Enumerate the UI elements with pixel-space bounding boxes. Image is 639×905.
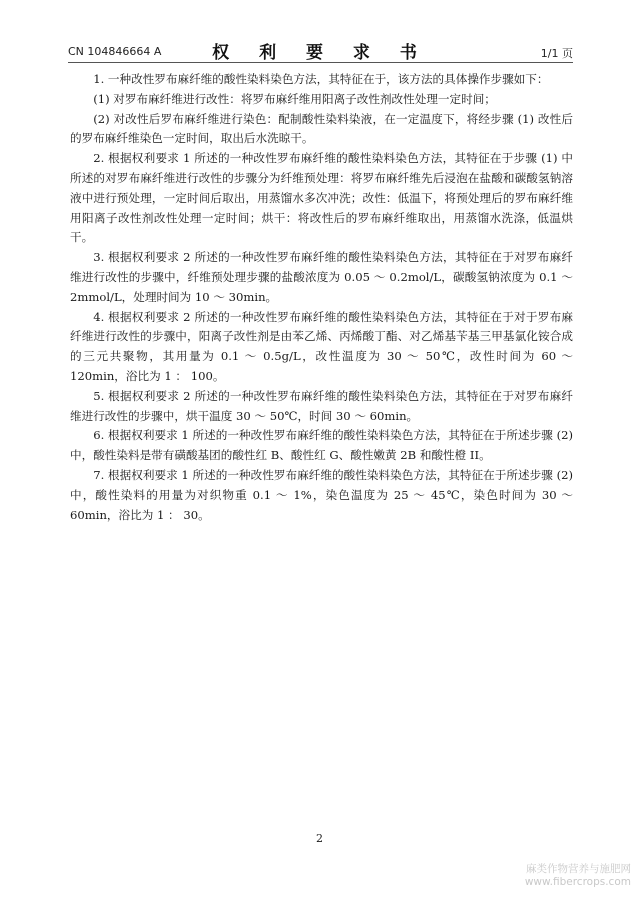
page-title: 权 利 要 求 书 (212, 43, 429, 63)
claim-paragraph: 1. 一种改性罗布麻纤维的酸性染料染色方法，其特征在于，该方法的具体操作步骤如下： (93, 72, 549, 86)
claim-paragraph: 2. 根据权利要求 1 所述的一种改性罗布麻纤维的酸性染料染色方法，其特征在于步骤 (1) 中所述的对罗布麻纤维进行改性的步骤分为纤维预处理：将罗布麻纤维先后浸泡在盐酸和碳酸氢钠溶液中进行预处理，一定时间后取出，用蒸馏水多次冲洗；改性：低温下，将预处理后的罗布麻纤维用阳离子改性剂改性处理一定时间；烘干：将改性后的罗布麻纤维取出，用蒸馏水洗涤，低温烘干。 (70, 151, 573, 245)
claim-paragraph: 4. 根据权利要求 2 所述的一种改性罗布麻纤维的酸性染料染色方法，其特征在于对于罗布麻纤维进行改性的步骤中，阳离子改性剂是由苯乙烯、丙烯酸丁酯、对乙烯基苄基三甲基氯化铵合成的三元共聚物，其用量为 0.1 ～ 0.5g/L，改性温度为 30 ～ 50℃，改性时间为 60 ～ 120min，浴比为 1 ： 100。 (70, 309, 573, 383)
claims-body (70, 70, 573, 525)
page-number: 2 (316, 832, 323, 845)
header-divider (68, 62, 573, 63)
page-fraction: 1/1 页 (540, 47, 573, 60)
watermark (525, 863, 631, 889)
claim-paragraph: (2) 对改性后罗布麻纤维进行染色：配制酸性染料染液，在一定温度下，将经步骤 (1) 改性后的罗布麻纤维染色一定时间，取出后水洗晾干。 (70, 111, 573, 146)
watermark-site-name: 麻类作物营养与施肥网 (526, 863, 631, 875)
claim-paragraph: 7. 根据权利要求 1 所述的一种改性罗布麻纤维的酸性染料染色方法，其特征在于所述步骤 (2) 中，酸性染料的用量为对织物重 0.1 ～ 1%，染色温度为 25 ～ 45℃，染色时间为 30 ～ 60min，浴比为 1 ： 30。 (70, 467, 573, 522)
claim-paragraph: 6. 根据权利要求 1 所述的一种改性罗布麻纤维的酸性染料染色方法，其特征在于所述步骤 (2) 中，酸性染料是带有磺酸基团的酸性红 B、酸性红 G、酸性嫩黄 2B 和酸性橙 II。 (70, 428, 573, 463)
document-header (68, 36, 573, 62)
watermark-url: www.fibercrops.com (524, 876, 631, 888)
claim-paragraph: (1) 对罗布麻纤维进行改性：将罗布麻纤维用阳离子改性剂改性处理一定时间； (93, 91, 496, 106)
claim-paragraph: 3. 根据权利要求 2 所述的一种改性罗布麻纤维的酸性染料染色方法，其特征在于对罗布麻纤维进行改性的步骤中，纤维预处理步骤的盐酸浓度为 0.05 ～ 0.2mol/L，碳酸氢钠浓度为 0.1 ～ 2mmol/L，处理时间为 10 ～ 30min。 (70, 250, 573, 304)
claim-paragraph: 5. 根据权利要求 2 所述的一种改性罗布麻纤维的酸性染料染色方法，其特征在于对罗布麻纤维进行改性的步骤中，烘干温度 30 ～ 50℃，时间 30 ～ 60min。 (70, 388, 573, 423)
publication-number: CN 104846664 A (68, 45, 162, 58)
